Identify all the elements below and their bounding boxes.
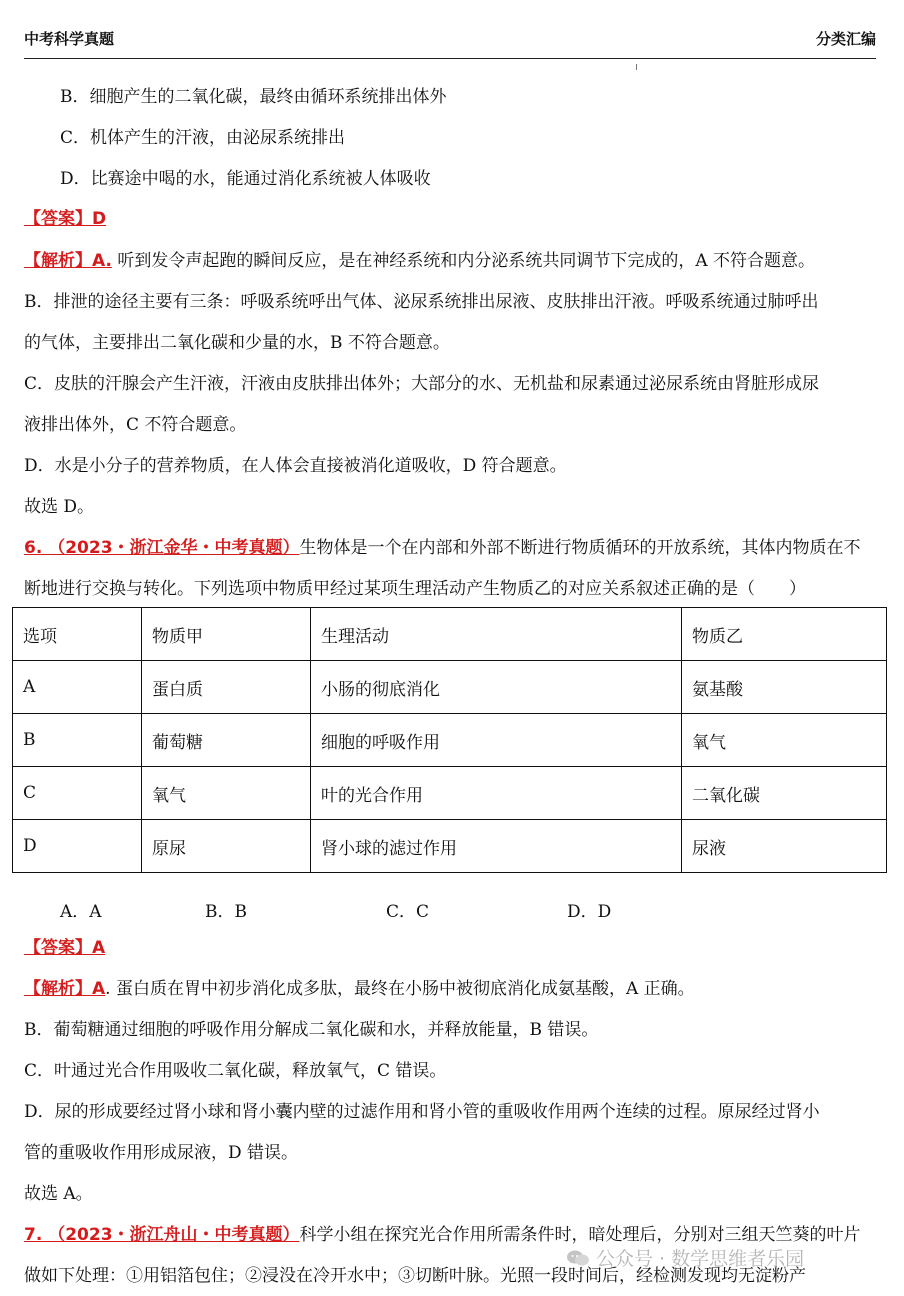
watermark — [566, 1244, 804, 1271]
q6-table — [12, 607, 887, 873]
q5-option-b: B．细胞产生的二氧化碳，最终由循环系统排出体外 — [60, 87, 447, 107]
q7-stem-line-2: 做如下处理：①用铝箔包住；②浸没在冷开水中；③切断叶脉。光照一段时间后，经检测发现均无淀粉产 — [24, 1266, 806, 1286]
q6-analysis-line-3: C．叶通过光合作用吸收二氧化碳，释放氧气，C 错误。 — [24, 1061, 447, 1081]
table-cell: A — [13, 661, 142, 714]
table-cell: 氧气 — [682, 714, 887, 767]
q5-answer-label: 【答案】D — [24, 209, 107, 229]
table-row — [13, 767, 887, 820]
q7-source: 7. （2023・浙江舟山・中考真题） — [24, 1225, 300, 1245]
page-header — [24, 28, 876, 59]
q5-analysis-line-1 — [24, 250, 878, 272]
q6-analysis-line-2: B．葡萄糖通过细胞的呼吸作用分解成二氧化碳和水，并释放能量，B 错误。 — [24, 1020, 599, 1040]
header-title: 中考科学真题 — [24, 30, 115, 48]
q6-analysis-line-1 — [24, 978, 878, 1000]
q6-choice-b: B．B — [205, 902, 247, 922]
table-row — [13, 661, 887, 714]
q5-conclusion: 故选 D。 — [24, 497, 95, 517]
q5-analysis-line-5: 液排出体外，C 不符合题意。 — [24, 415, 247, 435]
q6-analysis-label: 【解析】A — [24, 979, 106, 999]
q5-answer — [24, 208, 878, 230]
table-header-cell: 生理活动 — [311, 608, 682, 661]
q6-choice-c: C．C — [386, 902, 430, 922]
q6-stem-text: 生物体是一个在内部和外部不断进行物质循环的开放系统，其体内物质在不 — [299, 538, 861, 558]
table-cell: C — [13, 767, 142, 820]
watermark-text: 公众号 · 数学思维者乐园 — [596, 1248, 805, 1270]
q6-analysis-line-5: 管的重吸收作用形成尿液，D 错误。 — [24, 1143, 299, 1163]
q5-analysis-line-6: D．水是小分子的营养物质，在人体会直接被消化道吸收，D 符合题意。 — [24, 456, 567, 476]
table-cell: 蛋白质 — [142, 661, 311, 714]
q7-stem-line-1 — [24, 1224, 878, 1246]
q6-conclusion: 故选 A。 — [24, 1184, 93, 1204]
table-cell: 叶的光合作用 — [311, 767, 682, 820]
q6-stem-line-1 — [24, 537, 878, 559]
q6-choice-a: A．A — [60, 902, 102, 922]
q5-option-d: D．比赛途中喝的水，能通过消化系统被人体吸收 — [60, 169, 431, 189]
q6-stem-line-2: 断地进行交换与转化。下列选项中物质甲经过某项生理活动产生物质乙的对应关系叙述正确的是（ ） — [24, 579, 806, 599]
q5-analysis-line-4: C．皮肤的汗腺会产生汗液，汗液由皮肤排出体外；大部分的水、无机盐和尿素通过泌尿系统由肾脏形成尿 — [24, 374, 820, 394]
table-cell: 原尿 — [142, 820, 311, 873]
table-row — [13, 820, 887, 873]
table-cell: 氧气 — [142, 767, 311, 820]
q6-analysis-line-4: D．尿的形成要经过肾小球和肾小囊内壁的过滤作用和肾小管的重吸收作用两个连续的过程。原尿经过肾小 — [24, 1102, 820, 1122]
q6-answer-label: 【答案】A — [24, 938, 106, 958]
table-cell: B — [13, 714, 142, 767]
table-header-row — [13, 608, 887, 661]
table-cell: 小肠的彻底消化 — [311, 661, 682, 714]
table-cell: 二氧化碳 — [682, 767, 887, 820]
table-header-cell: 物质甲 — [142, 608, 311, 661]
table-cell: 肾小球的滤过作用 — [311, 820, 682, 873]
q5-analysis-line-3: 的气体，主要排出二氧化碳和少量的水，B 不符合题意。 — [24, 333, 450, 353]
table-cell: 细胞的呼吸作用 — [311, 714, 682, 767]
q6-source: 6. （2023・浙江金华・中考真题） — [24, 538, 300, 558]
header-category: 分类汇编 — [815, 30, 876, 48]
table-cell: 葡萄糖 — [142, 714, 311, 767]
table-cell: 氨基酸 — [682, 661, 887, 714]
q6-answer — [24, 937, 878, 959]
q7-stem-text: 科学小组在探究光合作用所需条件时，暗处理后，分别对三组天竺葵的叶片 — [299, 1225, 861, 1245]
q6-analysis-text: . 蛋白质在胃中初步消化成多肽，最终在小肠中被彻底消化成氨基酸，A 正确。 — [105, 979, 695, 999]
table-header-cell: 物质乙 — [682, 608, 887, 661]
table-cell: D — [13, 820, 142, 873]
q5-option-c: C．机体产生的汗液，由泌尿系统排出 — [60, 128, 346, 148]
table-row — [13, 714, 887, 767]
divider-mark — [636, 64, 637, 70]
table-header-cell: 选项 — [13, 608, 142, 661]
table-cell: 尿液 — [682, 820, 887, 873]
q5-analysis-label: 【解析】A. — [24, 251, 112, 271]
q5-analysis-text: 听到发令声起跑的瞬间反应，是在神经系统和内分泌系统共同调节下完成的，A 不符合题意。 — [117, 251, 816, 271]
wechat-icon — [566, 1249, 590, 1267]
q6-choice-d: D．D — [567, 902, 612, 922]
q5-analysis-line-2: B．排泄的途径主要有三条：呼吸系统呼出气体、泌尿系统排出尿液、皮肤排出汗液。呼吸系统通过肺呼出 — [24, 292, 819, 312]
